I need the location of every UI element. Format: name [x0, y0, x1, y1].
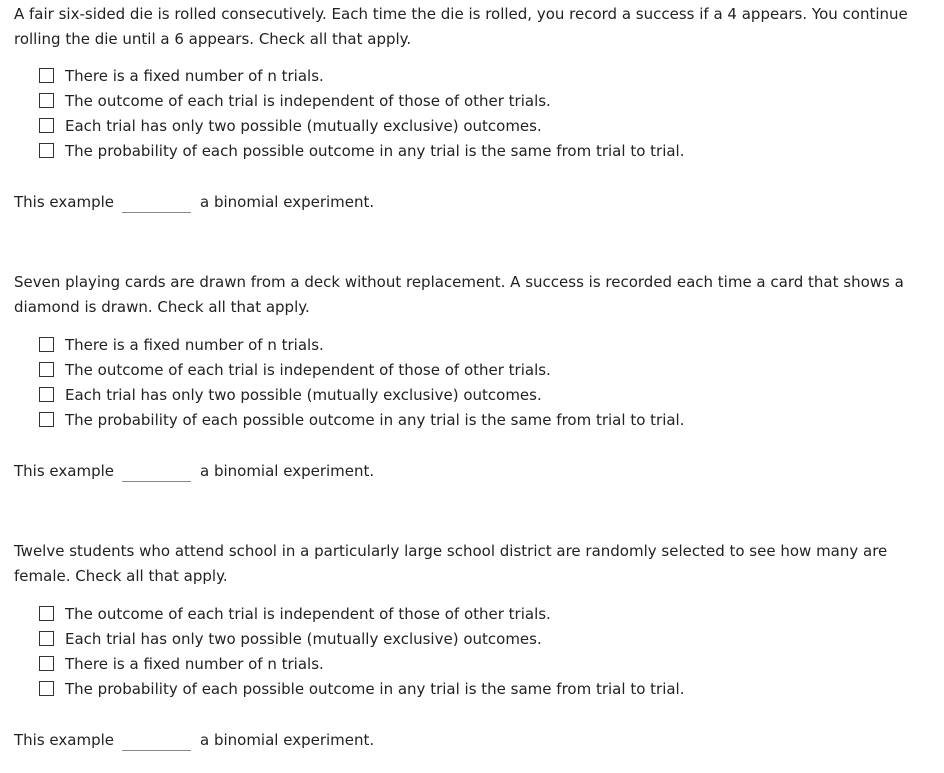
checkbox-option[interactable] — [39, 63, 684, 88]
question-prompt: Twelve students who attend school in a particularly large school district are randomly selected to see how many are female. Check all that apply. — [14, 542, 888, 585]
checkbox[interactable] — [39, 681, 54, 696]
answer-prefix: This example — [14, 462, 114, 480]
question-1 — [14, 2, 919, 211]
checkbox-option[interactable] — [39, 113, 684, 138]
answer-blank[interactable] — [122, 467, 191, 482]
checkbox[interactable] — [39, 387, 54, 402]
checkbox-list — [39, 332, 684, 432]
answer-prefix: This example — [14, 731, 114, 749]
checkbox-option[interactable] — [39, 382, 684, 407]
checkbox-option[interactable] — [39, 601, 684, 626]
checkbox[interactable] — [39, 656, 54, 671]
answer-line — [14, 460, 374, 482]
question-2 — [14, 270, 919, 480]
checkbox-option[interactable] — [39, 138, 684, 163]
answer-suffix: a binomial experiment. — [199, 462, 375, 480]
question-prompt: A fair six-sided die is rolled consecutively. Each time the die is rolled, you record a success if a 4 appears. You continue rolling the die until a 6 appears. Check all that apply. — [14, 5, 908, 48]
checkbox[interactable] — [39, 68, 54, 83]
question-3 — [14, 539, 919, 749]
answer-prefix: This example — [14, 193, 114, 211]
checkbox[interactable] — [39, 362, 54, 377]
checkbox-option[interactable] — [39, 332, 684, 357]
checkbox-label: There is a fixed number of n trials. — [65, 654, 324, 673]
checkbox[interactable] — [39, 143, 54, 158]
checkbox[interactable] — [39, 606, 54, 621]
checkbox-label: The outcome of each trial is independent of those of other trials. — [65, 360, 551, 379]
checkbox[interactable] — [39, 93, 54, 108]
checkbox-label: There is a fixed number of n trials. — [65, 66, 324, 85]
question-prompt: Seven playing cards are drawn from a deck without replacement. A success is recorded each time a card that shows a diamond is drawn. Check all that apply. — [14, 273, 904, 316]
checkbox[interactable] — [39, 631, 54, 646]
checkbox-label: Each trial has only two possible (mutually exclusive) outcomes. — [65, 116, 542, 135]
checkbox-label: The probability of each possible outcome in any trial is the same from trial to trial. — [65, 410, 685, 429]
checkbox-label: Each trial has only two possible (mutually exclusive) outcomes. — [65, 629, 542, 648]
checkbox-option[interactable] — [39, 88, 684, 113]
answer-line — [14, 729, 374, 751]
answer-suffix: a binomial experiment. — [199, 731, 375, 749]
checkbox-label: The probability of each possible outcome in any trial is the same from trial to trial. — [65, 679, 685, 698]
checkbox-label: The outcome of each trial is independent of those of other trials. — [65, 91, 551, 110]
checkbox-list — [39, 601, 684, 701]
checkbox[interactable] — [39, 412, 54, 427]
answer-line — [14, 191, 374, 213]
answer-suffix: a binomial experiment. — [199, 193, 375, 211]
checkbox-label: The probability of each possible outcome in any trial is the same from trial to trial. — [65, 141, 685, 160]
checkbox-option[interactable] — [39, 626, 684, 651]
checkbox-label: Each trial has only two possible (mutually exclusive) outcomes. — [65, 385, 542, 404]
answer-blank[interactable] — [122, 736, 191, 751]
answer-blank[interactable] — [122, 198, 191, 213]
checkbox-list — [39, 63, 684, 163]
checkbox-option[interactable] — [39, 651, 684, 676]
checkbox[interactable] — [39, 118, 54, 133]
checkbox-option[interactable] — [39, 357, 684, 382]
checkbox[interactable] — [39, 337, 54, 352]
checkbox-option[interactable] — [39, 676, 684, 701]
checkbox-option[interactable] — [39, 407, 684, 432]
checkbox-label: There is a fixed number of n trials. — [65, 335, 324, 354]
checkbox-label: The outcome of each trial is independent of those of other trials. — [65, 604, 551, 623]
